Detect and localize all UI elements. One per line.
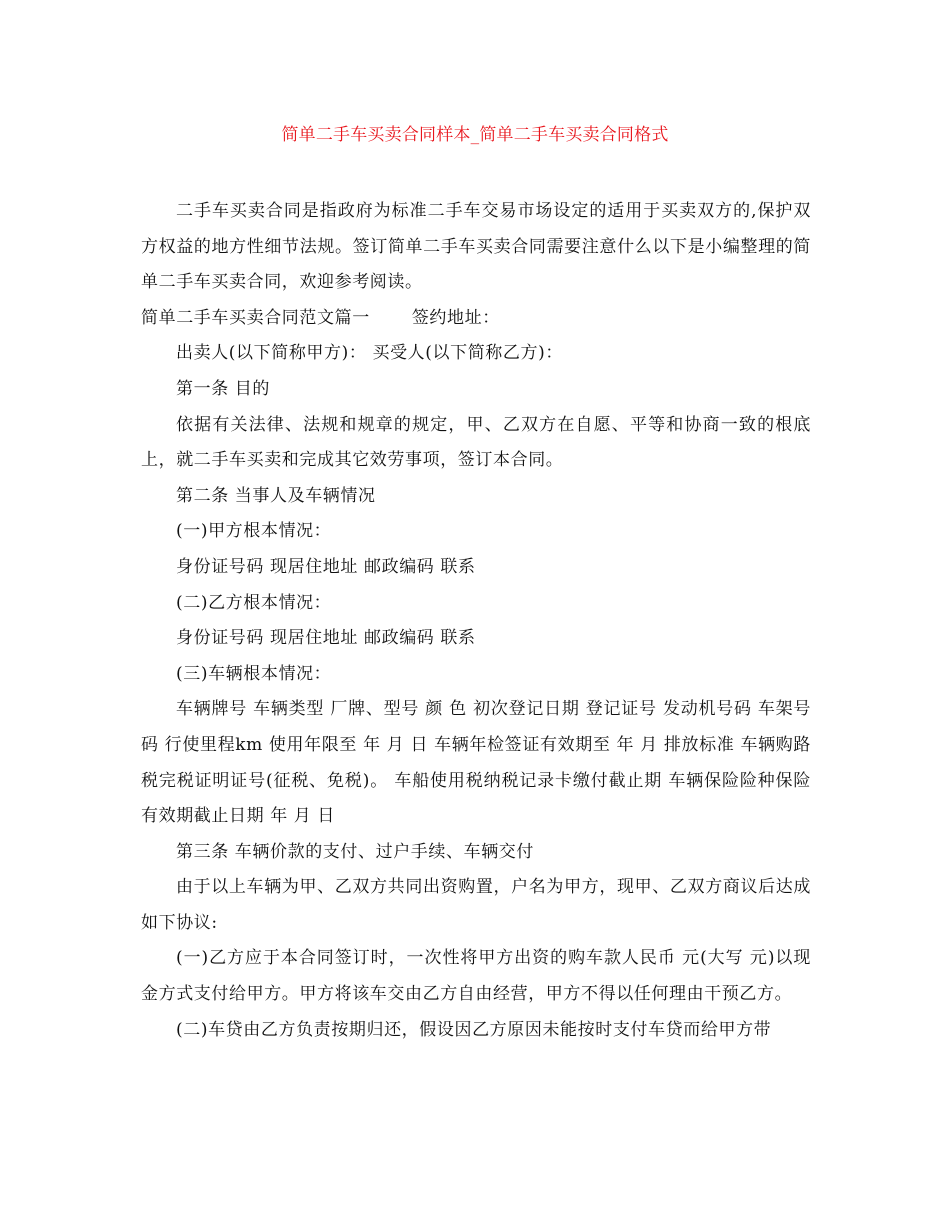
article-3-item-2: (二)车贷由乙方负责按期归还，假设因乙方原因未能按时支付车贷而给甲方带 <box>176 1019 772 1040</box>
party-b-fields: 身份证号码 现居住地址 邮政编码 联系 <box>176 628 476 649</box>
sample-heading-line <box>141 301 811 337</box>
vehicle-fields: 车辆牌号 车辆类型 厂牌、型号 颜 色 初次登记日期 登记证号 发动机号码 车架号码 行使里程km 使用年限至 年 月 日 车辆年检签证有效期至 年 月 排放标准 车辆购路税完税证明证号(征税、免税)。 车船使用税纳税记录卡缴付截止期 车辆保险险种保险有效期截止日期 年 月 日 <box>141 699 811 827</box>
party-b-basic-heading: (二)乙方根本情况： <box>176 592 332 613</box>
intro-paragraph: 二手车买卖合同是指政府为标准二手车交易市场设定的适用于买卖双方的,保护双方权益的地方性细节法规。签订简单二手车买卖合同需要注意什么以下是小编整理的简单二手车买卖合同，欢迎参考阅读。 <box>141 201 811 293</box>
document-title: 简单二手车买卖合同样本_简单二手车买卖合同格式 <box>281 125 669 145</box>
parties-line: 出卖人(以下简称甲方)： 买受人(以下简称乙方)： <box>176 343 563 364</box>
party-a-basic-heading: (一)甲方根本情况： <box>176 521 332 542</box>
article-3-title: 第三条 车辆价款的支付、过户手续、车辆交付 <box>176 841 535 862</box>
article-1-title: 第一条 目的 <box>176 378 271 399</box>
article-1-text: 依据有关法律、法规和规章的规定，甲、乙双方在自愿、平等和协商一致的根底上，就二手车买卖和完成其它效劳事项，签订本合同。 <box>141 414 811 471</box>
party-a-fields: 身份证号码 现居住地址 邮政编码 联系 <box>176 556 476 577</box>
sample-heading: 简单二手车买卖合同范文篇一 <box>141 307 370 328</box>
vehicle-basic-heading: (三)车辆根本情况： <box>176 663 332 684</box>
document-body <box>141 194 811 1048</box>
article-2-title: 第二条 当事人及车辆情况 <box>176 485 376 506</box>
article-3-item-1: (一)乙方应于本合同签订时，一次性将甲方出资的购车款人民币 元(大写 元)以现金方式支付给甲方。甲方将该车交由乙方自由经营，甲方不得以任何理由干预乙方。 <box>141 948 811 1005</box>
article-3-text: 由于以上车辆为甲、乙双方共同出资购置，户名为甲方，现甲、乙双方商议后达成如下协议: <box>141 877 811 933</box>
sign-place-label: 签约地址： <box>411 307 500 328</box>
